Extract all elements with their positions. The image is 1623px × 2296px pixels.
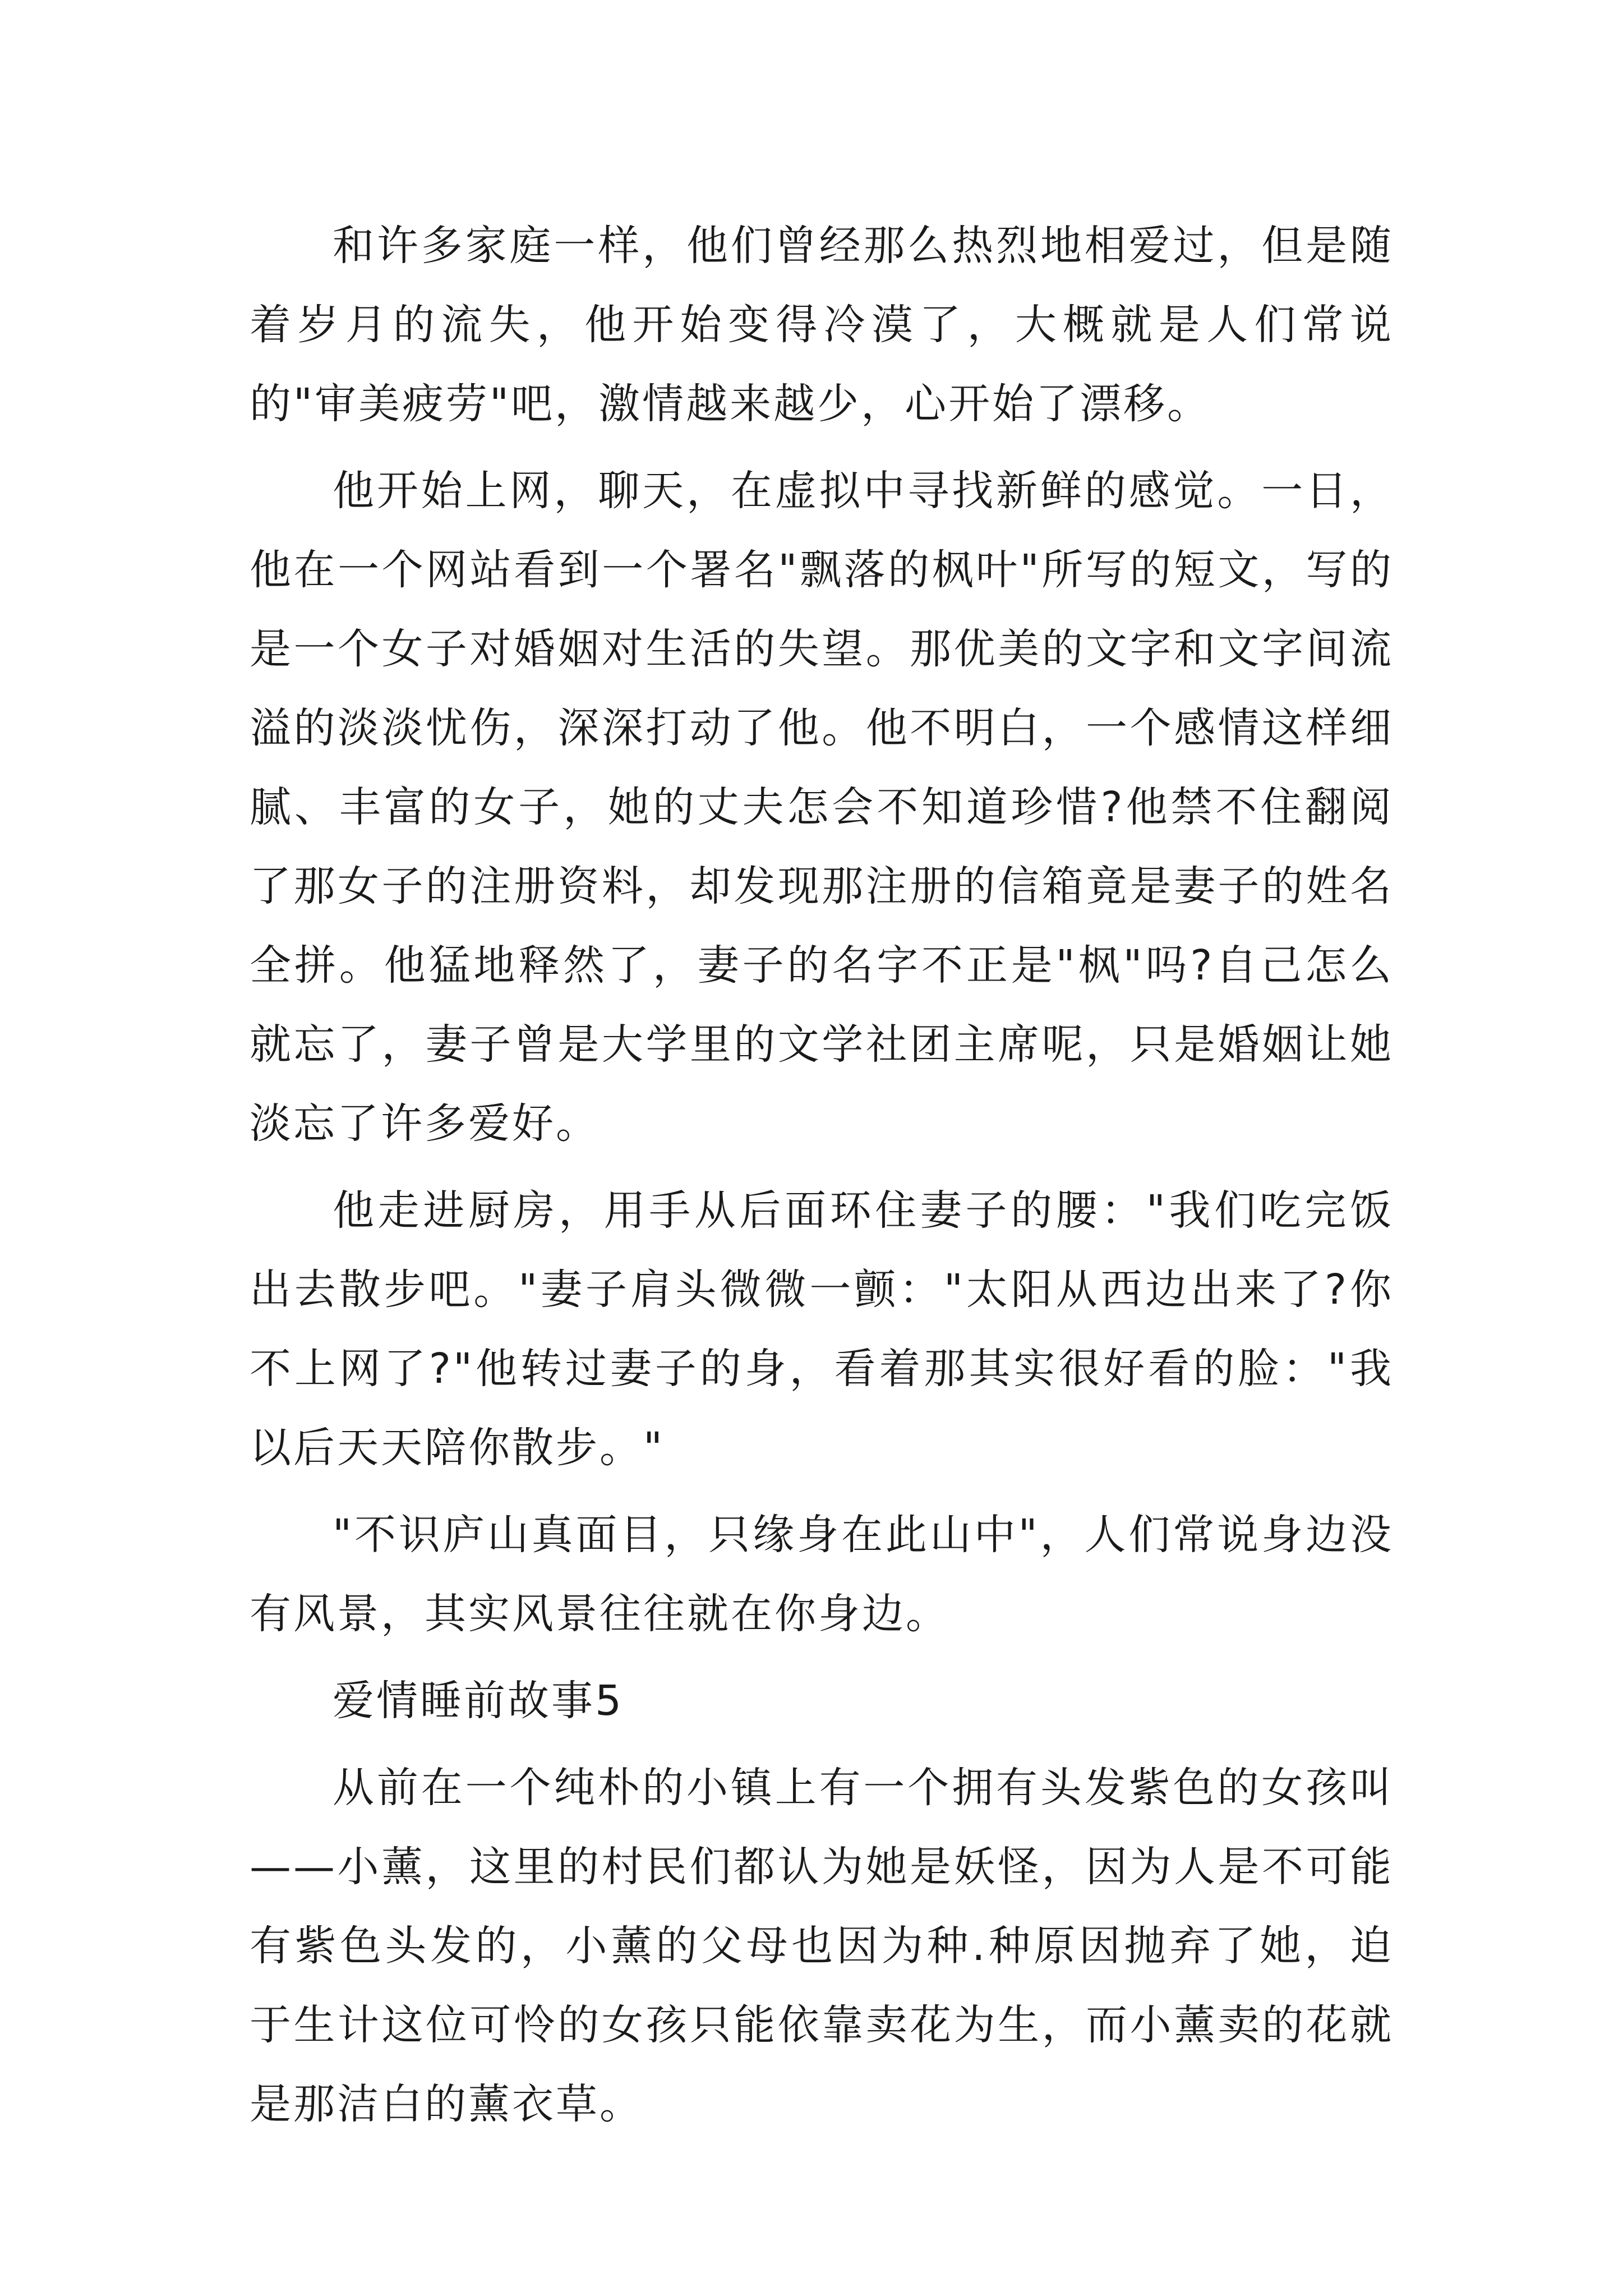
section-heading: 爱情睡前故事5 <box>333 1677 624 1725</box>
paragraph-2: 他开始上网，聊天，在虚拟中寻找新鲜的感觉。一日，他在一个网站看到一个署名"飘落的枫叶"所写的短文，写的是一个女子对婚姻对生活的失望。那优美的文字和文字间流溢的淡淡忧伤，深深打动了他。他不明白，一个感情这样细腻、丰富的女子，她的丈夫怎会不知道珍惜?他禁不住翻阅了那女子的注册资料，却发现那注册的信箱竟是妻子的姓名全拼。他猛地释然了，妻子的名字不正是"枫"吗?自己怎么就忘了，妻子曾是大学里的文学社团主席呢，只是婚姻让她淡忘了许多爱好。 <box>250 467 1394 1148</box>
paragraph-3: 他走进厨房，用手从后面环住妻子的腰："我们吃完饭出去散步吧。"妻子肩头微微一颤："太阳从西边出来了?你不上网了?"他转过妻子的身，看着那其实很好看的脸："我以后天天陪你散步。" <box>250 1186 1394 1472</box>
body-text <box>250 206 1394 2152</box>
paragraph-5: 从前在一个纯朴的小镇上有一个拥有头发紫色的女孩叫——小薰，这里的村民们都认为她是妖怪，因为人是不可能有紫色头发的，小薰的父母也因为种.种原因抛弃了她，迫于生计这位可怜的女孩只能依靠卖花为生，而小薰卖的花就是那洁白的薰衣草。 <box>250 1764 1394 2128</box>
paragraph-4: "不识庐山真面目，只缘身在此山中"，人们常说身边没有风景，其实风景往往就在你身边。 <box>250 1511 1394 1638</box>
paragraph-1: 和许多家庭一样，他们曾经那么热烈地相爱过，但是随着岁月的流失，他开始变得冷漠了，大概就是人们常说的"审美疲劳"吧，激情越来越少，心开始了漂移。 <box>250 222 1394 428</box>
